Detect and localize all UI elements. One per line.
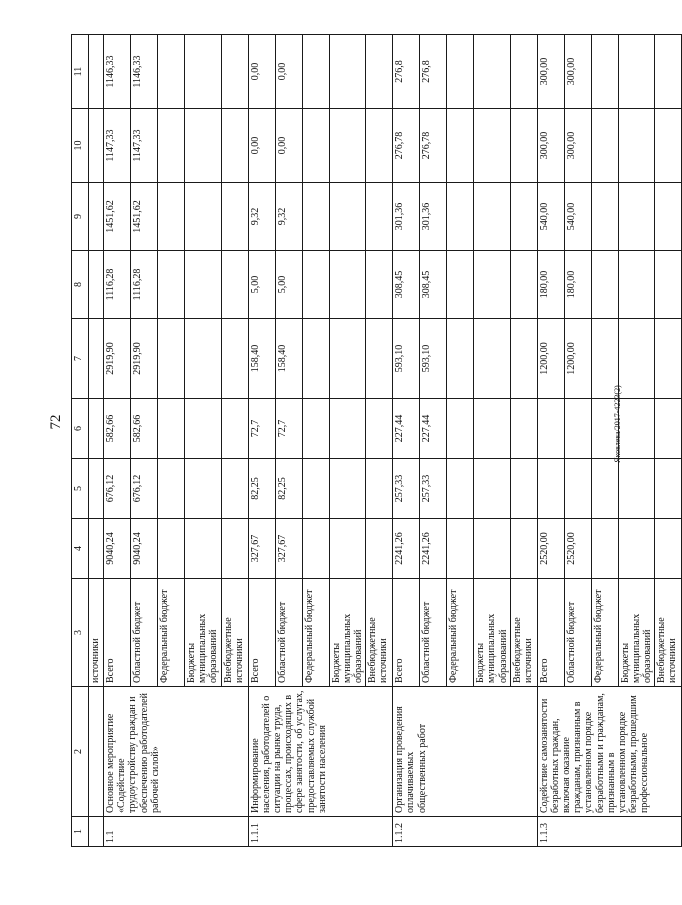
value-cell xyxy=(366,251,393,319)
value-cell xyxy=(618,35,655,109)
value-cell xyxy=(158,319,185,399)
value-cell: 1147,33 xyxy=(104,109,131,183)
value-cell xyxy=(564,459,591,519)
value-cell: 1147,33 xyxy=(131,109,158,183)
value-cell xyxy=(474,183,511,251)
value-cell: 1116,28 xyxy=(104,251,131,319)
value-cell xyxy=(474,109,511,183)
table-body xyxy=(89,35,682,847)
value-cell xyxy=(221,109,248,183)
value-cell xyxy=(618,519,655,579)
item-name-cell: Организация проведения оплачиваемых общественных работ xyxy=(393,687,538,817)
value-cell xyxy=(302,35,329,109)
value-cell: 593,10 xyxy=(393,319,420,399)
value-cell xyxy=(89,35,104,109)
value-cell: 300,00 xyxy=(564,109,591,183)
header-cell: 6 xyxy=(72,399,89,459)
value-cell xyxy=(158,459,185,519)
value-cell xyxy=(474,319,511,399)
value-cell xyxy=(329,109,366,183)
value-cell xyxy=(302,319,329,399)
value-cell: 327,67 xyxy=(248,519,275,579)
value-cell: 301,36 xyxy=(393,183,420,251)
value-cell xyxy=(447,109,474,183)
value-cell xyxy=(221,319,248,399)
value-cell: 5,00 xyxy=(275,251,302,319)
value-cell: 2919,90 xyxy=(131,319,158,399)
value-cell xyxy=(158,251,185,319)
value-cell xyxy=(329,399,366,459)
value-cell: 593,10 xyxy=(420,319,447,399)
header-cell: 7 xyxy=(72,319,89,399)
value-cell xyxy=(655,109,682,183)
funding-source-cell: Бюджеты муниципальных образований xyxy=(329,579,366,687)
header-cell: 5 xyxy=(72,459,89,519)
value-cell xyxy=(366,399,393,459)
value-cell: 9040,24 xyxy=(104,519,131,579)
value-cell xyxy=(510,459,537,519)
value-cell: 1116,28 xyxy=(131,251,158,319)
value-cell: 308,45 xyxy=(420,251,447,319)
value-cell xyxy=(329,319,366,399)
value-cell xyxy=(185,459,222,519)
value-cell xyxy=(185,109,222,183)
value-cell: 1451,62 xyxy=(104,183,131,251)
funding-source-cell: Внебюджетные источники xyxy=(366,579,393,687)
value-cell xyxy=(302,399,329,459)
value-cell xyxy=(618,183,655,251)
value-cell xyxy=(618,459,655,519)
value-cell xyxy=(221,183,248,251)
table-row xyxy=(104,35,131,847)
value-cell xyxy=(89,109,104,183)
item-number-cell: 1.1.3 xyxy=(537,817,682,847)
value-cell: 1200,00 xyxy=(564,319,591,399)
value-cell xyxy=(537,459,564,519)
value-cell xyxy=(329,183,366,251)
funding-source-cell: Бюджеты муниципальных образований xyxy=(185,579,222,687)
value-cell: 257,33 xyxy=(420,459,447,519)
value-cell: 0,00 xyxy=(248,109,275,183)
value-cell xyxy=(655,459,682,519)
budget-table xyxy=(71,34,682,847)
value-cell xyxy=(366,319,393,399)
value-cell: 676,12 xyxy=(104,459,131,519)
item-number-cell: 1.1.2 xyxy=(393,817,538,847)
value-cell xyxy=(510,399,537,459)
value-cell xyxy=(158,109,185,183)
value-cell xyxy=(591,251,618,319)
header-cell: 2 xyxy=(72,687,89,817)
value-cell xyxy=(185,519,222,579)
value-cell: 227,44 xyxy=(393,399,420,459)
value-cell xyxy=(366,35,393,109)
value-cell xyxy=(510,109,537,183)
value-cell: 2520,00 xyxy=(537,519,564,579)
value-cell xyxy=(89,459,104,519)
value-cell: 1451,62 xyxy=(131,183,158,251)
source-cell: источники xyxy=(89,579,104,687)
name-cell xyxy=(89,687,104,817)
value-cell: 180,00 xyxy=(564,251,591,319)
funding-source-cell: Внебюджетные источники xyxy=(510,579,537,687)
rotated-table-container xyxy=(71,35,679,847)
value-cell: 540,00 xyxy=(564,183,591,251)
funding-source-cell: Бюджеты муниципальных образований xyxy=(474,579,511,687)
value-cell xyxy=(221,251,248,319)
value-cell xyxy=(89,251,104,319)
header-cell: 8 xyxy=(72,251,89,319)
value-cell xyxy=(185,319,222,399)
funding-source-cell: Областной бюджет xyxy=(131,579,158,687)
value-cell: 1200,00 xyxy=(537,319,564,399)
value-cell xyxy=(329,459,366,519)
value-cell xyxy=(89,183,104,251)
value-cell xyxy=(618,319,655,399)
value-cell: 276,78 xyxy=(420,109,447,183)
value-cell xyxy=(510,319,537,399)
value-cell: 5,00 xyxy=(248,251,275,319)
value-cell xyxy=(185,399,222,459)
value-cell: 9,32 xyxy=(275,183,302,251)
value-cell xyxy=(329,35,366,109)
value-cell: 2241,26 xyxy=(393,519,420,579)
value-cell xyxy=(221,399,248,459)
value-cell: 300,00 xyxy=(537,109,564,183)
value-cell: 540,00 xyxy=(537,183,564,251)
item-name-cell: Информирование населения, работодателей о ситуации на рынке труда, процессах, происходящих в сфере занятости, об услугах, предоставляемых службой занятости населения xyxy=(248,687,393,817)
value-cell: 308,45 xyxy=(393,251,420,319)
value-cell: 82,25 xyxy=(275,459,302,519)
funding-source-cell: Областной бюджет xyxy=(420,579,447,687)
item-number-cell: 1.1 xyxy=(104,817,249,847)
value-cell xyxy=(447,459,474,519)
value-cell xyxy=(329,251,366,319)
value-cell: 676,12 xyxy=(131,459,158,519)
value-cell xyxy=(591,399,618,459)
value-cell: 82,25 xyxy=(248,459,275,519)
value-cell: 276,8 xyxy=(420,35,447,109)
value-cell xyxy=(89,519,104,579)
value-cell xyxy=(591,519,618,579)
value-cell xyxy=(655,251,682,319)
value-cell xyxy=(655,319,682,399)
value-cell: 2520,00 xyxy=(564,519,591,579)
value-cell xyxy=(474,459,511,519)
table-row xyxy=(393,35,420,847)
value-cell xyxy=(89,319,104,399)
value-cell xyxy=(591,109,618,183)
value-cell xyxy=(591,459,618,519)
value-cell xyxy=(447,319,474,399)
value-cell xyxy=(447,519,474,579)
value-cell xyxy=(591,183,618,251)
funding-source-cell: Федеральный бюджет xyxy=(447,579,474,687)
value-cell xyxy=(158,519,185,579)
value-cell: 300,00 xyxy=(564,35,591,109)
value-cell xyxy=(221,35,248,109)
value-cell: 327,67 xyxy=(275,519,302,579)
value-cell: 227,44 xyxy=(420,399,447,459)
value-cell xyxy=(158,399,185,459)
value-cell: 582,66 xyxy=(104,399,131,459)
value-cell xyxy=(185,183,222,251)
header-cell: 10 xyxy=(72,109,89,183)
value-cell: 2919,90 xyxy=(104,319,131,399)
num-cell xyxy=(89,817,104,847)
value-cell xyxy=(158,35,185,109)
table-row xyxy=(248,35,275,847)
value-cell: 0,00 xyxy=(275,109,302,183)
funding-source-cell: Бюджеты муниципальных образований xyxy=(618,579,655,687)
header-cell: 3 xyxy=(72,579,89,687)
funding-source-cell: Областной бюджет xyxy=(275,579,302,687)
value-cell xyxy=(447,399,474,459)
value-cell xyxy=(510,519,537,579)
value-cell xyxy=(302,459,329,519)
value-cell: 9040,24 xyxy=(131,519,158,579)
value-cell xyxy=(655,183,682,251)
table-row xyxy=(537,35,564,847)
value-cell xyxy=(474,519,511,579)
value-cell: 301,36 xyxy=(420,183,447,251)
value-cell: 2241,26 xyxy=(420,519,447,579)
funding-source-cell: Федеральный бюджет xyxy=(591,579,618,687)
value-cell xyxy=(158,183,185,251)
value-cell: 0,00 xyxy=(275,35,302,109)
value-cell: 9,32 xyxy=(248,183,275,251)
value-cell xyxy=(618,399,655,459)
value-cell: 180,00 xyxy=(537,251,564,319)
value-cell xyxy=(537,399,564,459)
value-cell xyxy=(655,399,682,459)
value-cell xyxy=(510,183,537,251)
item-name-cell: Содействие самозанятости безработных граждан, включая оказание гражданам, признанным в установленном порядке безработными и гражданам, признанным в установленном порядке безработными, прошедшим профессиональное xyxy=(537,687,682,817)
value-cell xyxy=(447,251,474,319)
item-number-cell: 1.1.1 xyxy=(248,817,393,847)
value-cell xyxy=(655,35,682,109)
value-cell xyxy=(302,183,329,251)
footer-code: Яковлева/2017-4223(2) xyxy=(613,385,622,463)
value-cell: 276,78 xyxy=(393,109,420,183)
value-cell xyxy=(366,109,393,183)
value-cell: 582,66 xyxy=(131,399,158,459)
value-cell xyxy=(447,35,474,109)
value-cell xyxy=(302,519,329,579)
value-cell xyxy=(366,519,393,579)
value-cell xyxy=(221,519,248,579)
value-cell xyxy=(655,519,682,579)
value-cell xyxy=(302,109,329,183)
value-cell xyxy=(221,459,248,519)
value-cell: 158,40 xyxy=(275,319,302,399)
value-cell xyxy=(185,251,222,319)
funding-source-cell: Внебюджетные источники xyxy=(655,579,682,687)
header-cell: 11 xyxy=(72,35,89,109)
value-cell xyxy=(510,35,537,109)
value-cell xyxy=(510,251,537,319)
value-cell: 300,00 xyxy=(537,35,564,109)
value-cell xyxy=(564,399,591,459)
value-cell: 1146,33 xyxy=(104,35,131,109)
header-row xyxy=(72,35,89,847)
value-cell xyxy=(591,319,618,399)
header-cell: 9 xyxy=(72,183,89,251)
value-cell: 72,7 xyxy=(248,399,275,459)
header-cell: 4 xyxy=(72,519,89,579)
value-cell xyxy=(447,183,474,251)
value-cell xyxy=(302,251,329,319)
funding-source-cell: Областной бюджет xyxy=(564,579,591,687)
value-cell xyxy=(618,109,655,183)
value-cell xyxy=(474,35,511,109)
funding-source-cell: Внебюджетные источники xyxy=(221,579,248,687)
value-cell xyxy=(474,399,511,459)
funding-source-cell: Всего xyxy=(393,579,420,687)
value-cell: 276,8 xyxy=(393,35,420,109)
funding-source-cell: Федеральный бюджет xyxy=(158,579,185,687)
continuation-row xyxy=(89,35,104,847)
value-cell: 72,7 xyxy=(275,399,302,459)
header-cell: 1 xyxy=(72,817,89,847)
value-cell: 0,00 xyxy=(248,35,275,109)
value-cell xyxy=(591,35,618,109)
value-cell: 158,40 xyxy=(248,319,275,399)
value-cell xyxy=(366,459,393,519)
page-number: 72 xyxy=(48,414,64,430)
value-cell xyxy=(474,251,511,319)
value-cell xyxy=(366,183,393,251)
value-cell xyxy=(618,251,655,319)
value-cell xyxy=(329,519,366,579)
value-cell xyxy=(185,35,222,109)
funding-source-cell: Всего xyxy=(537,579,564,687)
funding-source-cell: Всего xyxy=(248,579,275,687)
value-cell: 257,33 xyxy=(393,459,420,519)
value-cell xyxy=(89,399,104,459)
value-cell: 1146,33 xyxy=(131,35,158,109)
funding-source-cell: Всего xyxy=(104,579,131,687)
funding-source-cell: Федеральный бюджет xyxy=(302,579,329,687)
item-name-cell: Основное мероприятие «Содействие трудоустройству граждан и обеспечению работодателей рабочей силой» xyxy=(104,687,249,817)
